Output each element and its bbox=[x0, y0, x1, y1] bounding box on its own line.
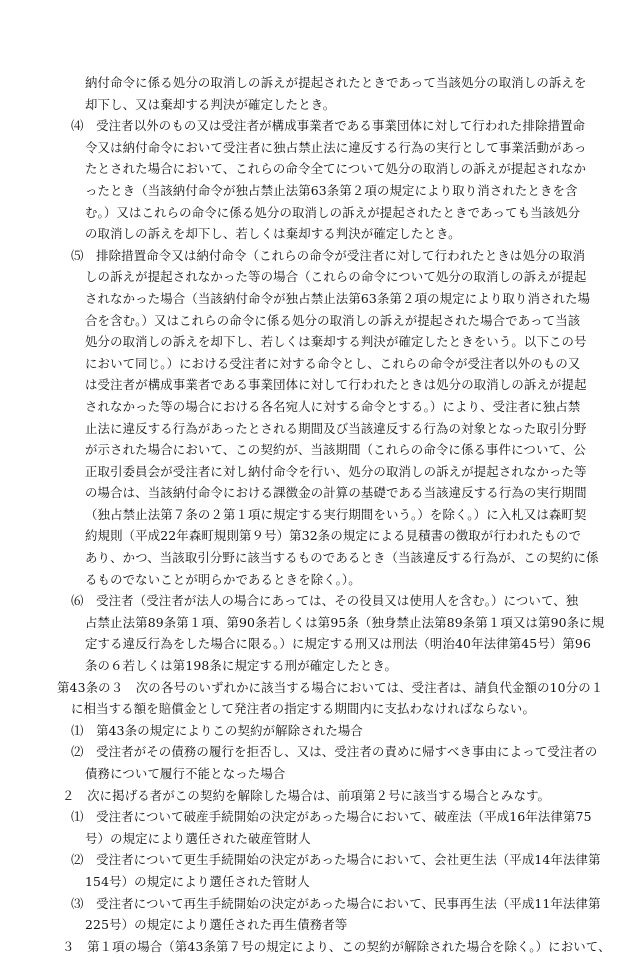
text-line: ったとき（当該納付命令が独占禁止法第63条第２項の規定により取り消されたときを含 bbox=[85, 182, 578, 198]
text-line: 債務について履行不能となった場合 bbox=[85, 766, 286, 781]
text-line: ⑸ 排除措置命令又は納付命令（これらの命令が受注者に対して行われたときは処分の取消 bbox=[71, 247, 586, 263]
text-line: む。）又はこれらの命令に係る処分の取消しの訴えが提起されたときであっても当該処分 bbox=[85, 204, 581, 220]
text-line: ⑶ 受注者について再生手続開始の決定があった場合において、民事再生法（平成11年法律第 bbox=[71, 895, 601, 911]
text-line: 条の６若しくは第198条に規定する刑が確定したとき。 bbox=[85, 658, 398, 674]
text-line: の取消しの訴えを却下し、若しくは棄却する判決が確定したとき。 bbox=[85, 226, 461, 242]
text-line: ⑵ 受注者がその債務の履行を拒否し、又は、受注者の責めに帰すべき事由によって受注者の bbox=[71, 744, 598, 760]
text-line: （独占禁止法第７条の２第１項に規定する実行期間をいう。）を除く。）に入札又は森町契 bbox=[85, 506, 587, 522]
text-line: ⑴ 受注者について破産手続開始の決定があった場合において、破産法（平成16年法律第75 bbox=[71, 809, 592, 825]
text-line: たとされた場合において、これらの命令全てについて処分の取消しの訴えが提起されなか bbox=[85, 161, 587, 177]
text-line: は受注者が構成事業者である事業団体に対して行われたときは処分の取消しの訴えが提起 bbox=[85, 377, 587, 393]
text-line: 処分の取消しの訴えを却下し、若しくは棄却する判決が確定したときをいう。以下この号 bbox=[85, 334, 587, 350]
text-line: あり、かつ、当該取引分野に該当するものであるとき（当該違反する行為が、この契約に係 bbox=[85, 550, 599, 566]
text-line: 225号）の規定により選任された再生債務者等 bbox=[85, 917, 348, 933]
text-line: 令又は納付命令において受注者に独占禁止法に違反する行為の実行として事業活動があっ bbox=[85, 139, 587, 155]
text-line: 合を含む。）又はこれらの命令に係る処分の取消しの訴えが提起された場合であって当該 bbox=[85, 312, 581, 328]
text-line: 占禁止法第89条第１項、第90条若しくは第95条（独身禁止法第89条第１項又は第90条に規 bbox=[85, 614, 605, 630]
text-line: されなかった場合（当該納付命令が独占禁止法第63条第２項の規定により取り消された場 bbox=[85, 290, 591, 306]
text-line: 却下し、又は棄却する判決が確定したとき。 bbox=[85, 96, 336, 112]
text-line: 第43条の３ 次の各号のいずれかに該当する場合においては、受注者は、請負代金額の10分の１ bbox=[57, 679, 604, 695]
text-line: 154号）の規定により選任された管財人 bbox=[85, 873, 310, 889]
text-line: しの訴えが提起されなかった等の場合（これらの命令について処分の取消しの訴えが提起 bbox=[85, 269, 587, 285]
text-line: 納付命令に係る処分の取消しの訴えが提起されたときであって当該処分の取消しの訴えを bbox=[85, 75, 587, 90]
text-line: ⑹ 受注者（受注者が法人の場合にあっては、その役員又は使用人を含む。）について、独 bbox=[71, 593, 579, 609]
text-line: において同じ。）における受注者に対する命令とし、これらの命令が受注者以外のもの又 bbox=[85, 355, 581, 371]
text-line: ⑴ 第43条の規定によりこの契約が解除された場合 bbox=[71, 722, 363, 738]
text-line: ⑷ 受注者以外のもの又は受注者が構成事業者である事業団体に対して行われた排除措置命 bbox=[71, 118, 586, 134]
text-line: 止法に違反する行為があったとされる期間及び当該違反する行為の対象となった取引分野 bbox=[85, 420, 587, 436]
text-line: ２ 次に掲げる者がこの契約を解除した場合は、前項第２号に該当する場合とみなす。 bbox=[62, 787, 551, 803]
text-line: 定する違反行為をした場合に限る。）に規定する刑又は刑法（明治40年法律第45号）第96 bbox=[85, 636, 592, 652]
text-line: 号）の規定により選任された破産管財人 bbox=[85, 830, 311, 846]
document-body bbox=[0, 72, 630, 957]
text-line: るものでないことが明らかであるときを除く。）。 bbox=[85, 571, 361, 587]
text-line: 約規則（平成22年森町規則第９号）第32条の規定による見積書の徴取が行われたもので bbox=[85, 528, 582, 544]
text-line: の場合は、当該納付命令における課徴金の計算の基礎である当該違反する行為の実行期間 bbox=[85, 485, 587, 501]
text-line: ３ 第１項の場合（第43条第７号の規定により、この契約が解除された場合を除く。）において、 bbox=[62, 938, 611, 954]
text-line: ⑵ 受注者について更生手続開始の決定があった場合において、会社更生法（平成14年法律第 bbox=[71, 852, 601, 868]
text-line: が示された場合において、この契約が、当該期間（これらの命令に係る事件について、公 bbox=[85, 442, 586, 458]
text-line: に相当する額を賠償金として発注者の指定する期間内に支払わなければならない。 bbox=[71, 701, 536, 717]
text-line: されなかった等の場合における各名宛人に対する命令とする。）により、受注者に独占禁 bbox=[85, 398, 581, 414]
text-line: 正取引委員会が受注者に対し納付命令を行い、処分の取消しの訴えが提起されなかった等 bbox=[85, 463, 587, 479]
